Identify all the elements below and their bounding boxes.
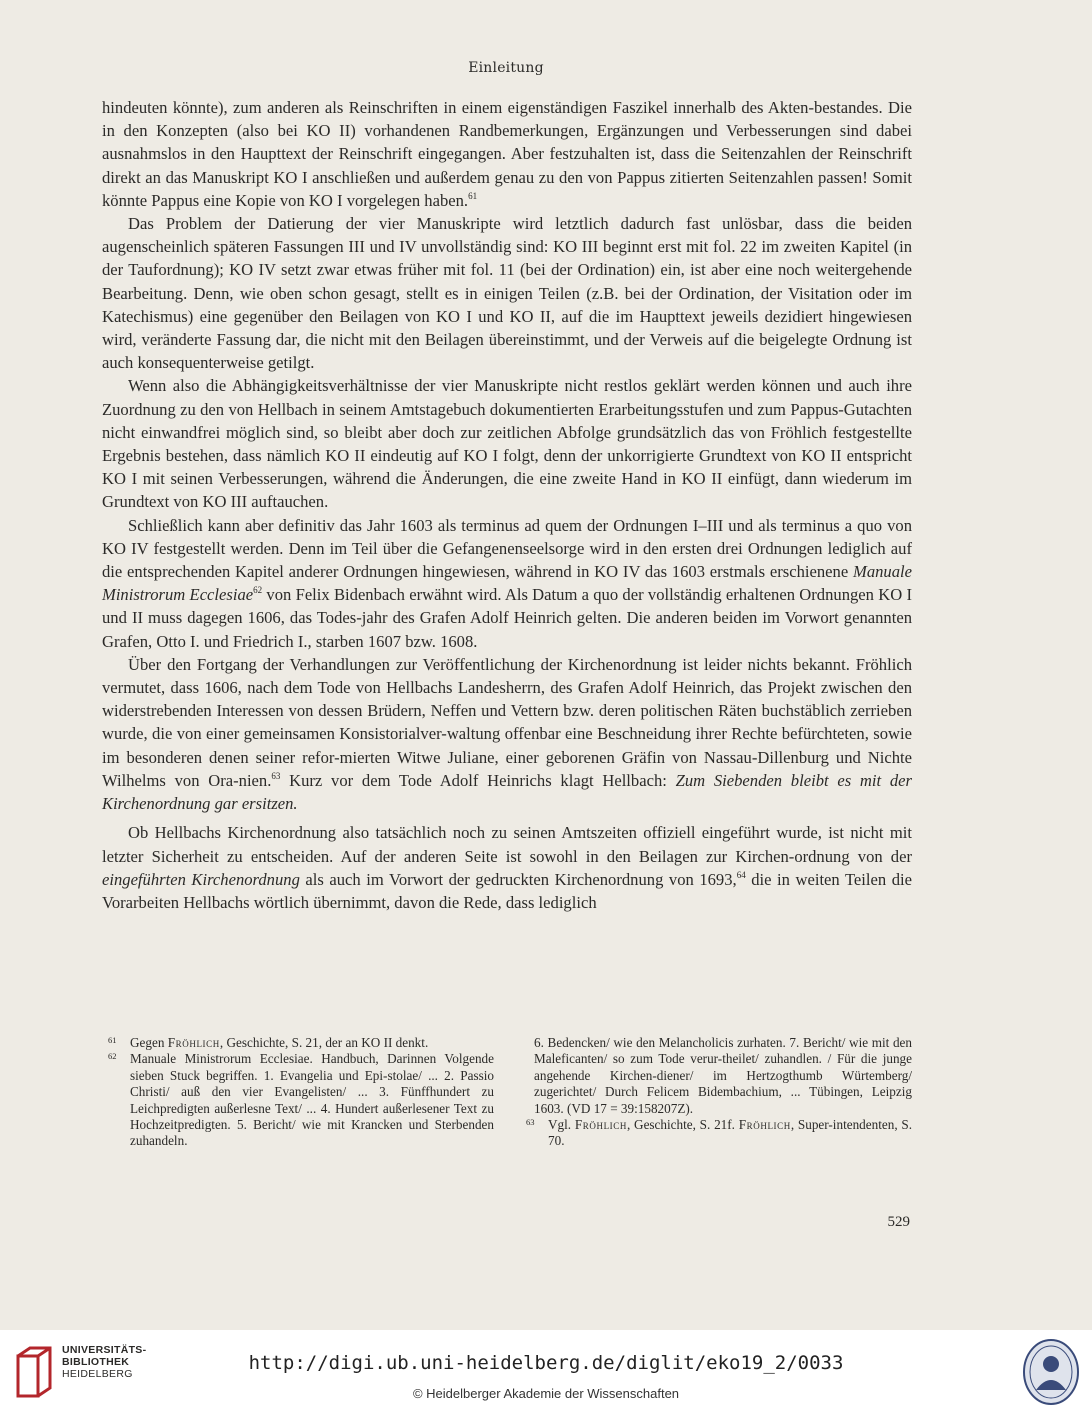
footnote [102,1051,494,1149]
footnote-text: Vgl. Fröhlich, Geschichte, S. 21f. Fröhlich, Super-intendenten, S. 70. [548,1117,913,1149]
main-text [102,96,912,914]
paragraph: Das Problem der Datierung der vier Manuskripte wird letztlich dadurch fast unlösbar, dass die beiden augenscheinlich späteren Fassungen III und IV unvollständig sind: KO III beginnt erst mit fol. 22 im zweiten Kapitel (in der Taufordnung); KO IV setzt zwar etwas früher mit fol. 11 (bei der Ordination) ein, ist aber eine noch weitergehende Bearbeitung. Denn, wie oben schon gesagt, stellt es in einigen Teilen (z.B. bei der Ordination, der Visitation oder im Katechismus) eine gegenüber den Beilagen von KO I und KO II, auf die im Haupttext jeweils dezidiert hingewiesen wird, veränderte Fassung dar, die nicht mit den Beilagen übereinstimmt, und der Verweis auf die beigelegte Ordnung ist auch konsequenterweise getilgt. [102,214,912,373]
footnote-text: 6. Bedencken/ wie den Melancholicis zurhaten. 7. Bericht/ wie mit den Maleficanten/ so zum Tode verur-theilet/ zuhandlen. / Für die junge angehende Kirchen-diener/ im Hertzogthumb Würtemberg/ zugerichtet/ Durch Felicem Bidembachium, ... Tübingen, Leipzig 1603. (VD 17 = 39:158207Z). [534,1035,912,1116]
paragraph: hindeuten könnte), zum anderen als Reinschriften in einem eigenständigen Faszikel innerhalb des Akten-bestandes. Die in den Konzepten (also bei KO II) vorhandenen Randbemerkungen, Ergänzungen und Verbesserungen sind dabei ausnahmslos in den Haupttext der Reinschrift eingegangen. Aber festzuhalten ist, dass die Seitenzahlen der Reinschrift direkt an das Manuskript KO I anschließen und außerdem genau zu den von Pappus zitierten Seitenzahlen passen! Somit könnte Pappus eine Kopie von KO I vorgelegen haben.$^{61}$ [102,98,912,210]
page-number: 529 [887,1214,910,1230]
academy-seal-icon [1022,1338,1080,1406]
logo-line-3: HEIDELBERG [62,1368,133,1380]
footnote [520,1035,912,1117]
footnote-number: 61 [108,1035,117,1045]
paragraph: Wenn also die Abhängigkeitsverhältnisse der vier Manuskripte nicht restlos geklärt werden können und auch ihre Zuordnung zu den von Hellbach in seinem Amtstagebuch dokumentierten Erarbeitungsstufen und zum Pappus-Gutachten nicht einwandfrei möglich sind, so bleibt aber doch zur zeitlichen Abfolge grundsätzlich das von Fröhlich festgestellte Ergebnis bestehen, dass nämlich KO II eindeutig auf KO I folgt, denn der unkorrigierte Grundtext von KO II entspricht KO I mit seinen Verbesserungen, während die Änderungen, die eine zweite Hand in KO II einfügt, dann wiederum im Grundtext von KO III auftauchen. [102,376,912,512]
footnote [102,1035,494,1051]
footnote-number: 63 [526,1117,535,1128]
paragraph: Ob Hellbachs Kirchenordnung also tatsächlich noch zu seinen Amtszeiten offiziell eingeführt wurde, ist nicht mit letzter Sicherheit zu entscheiden. Auf der anderen Seite ist sowohl in den Beilagen zur Kirchen-ordnung von der eingeführten Kirchenordnung als auch im Vorwort der gedruckten Kirchenordnung von 1693,64 die in weiten Teilen die Vorarbeiten Hellbachs wörtlich übernimmt, davon die Rede, dass lediglich [102,823,912,912]
logo-line-2: BIBLIOTHEK [62,1356,130,1368]
footnotes-right-column [520,1035,912,1150]
footer-bar [0,1330,1092,1415]
footnote-text: Gegen Fröhlich, Geschichte, S. 21, der an KO II denkt. [130,1035,429,1050]
document-url-link[interactable]: http://digi.ub.uni-heidelberg.de/diglit/eko19_2/0033 [248,1352,844,1374]
paragraph: Über den Fortgang der Verhandlungen zur Veröffentlichung der Kirchenordnung ist leider nichts bekannt. Fröhlich vermutet, dass 1606, nach dem Tode von Hellbachs Landesherrn, des Grafen Adolf Heinrich, das Projekt zwischen den widerstrebenden Interessen von dessen Brüdern, Neffen und Vettern bzw. deren politischen Räten buchstäblich zerrieben wurde, die von einer gemeinsamen Konsistorialver-waltung offenbar eine Beschneidung ihrer Rechte befürchteten, sowie im besonderen denen seiner refor-mierten Witwe Juliane, einer geborenen Gräfin von Nassau-Dillenburg und Nichte Wilhelms von Ora-nien.$^{63}$ Kurz vor dem Tode Adolf Heinrichs klagt Hellbach: Zum Siebenden bleibt es mit der Kirchenordnung gar ersitzen. [102,654,912,814]
paragraph: Schließlich kann aber definitiv das Jahr 1603 als terminus ad quem der Ordnungen I–III und als terminus a quo von KO IV festgestellt werden. Denn im Teil über die Gefangenenseelsorge wird in den ersten drei Ordnungen lediglich auf die entsprechenden Kapitel anderer Ordnungen hingewiesen, während in KO IV das 1603 erstmals erschienene Manuale Ministrorum Ecclesiae$^{62}$ von Felix Bidenbach erwähnt wird. Als Datum a quo der vollständig erhaltenen Ordnungen KO I und II muss dagegen 1606, das Todes-jahr des Grafen Adolf Heinrich gelten. Die anderen beiden im Vorwort genannten Grafen, Otto I. und Friedrich I., starben 1607 bzw. 1608. [102,515,912,651]
footnote-number: 62 [108,1051,117,1062]
footnote-text: Manuale Ministrorum Ecclesiae. Handbuch, Darinnen Volgende sieben Stuck begriffen. 1. Evangelia und Epi-stolae/ ... 2. Passio Christi/ auß den vier Evangelisten/ ... 3. Fünffhundert zu Leichpredigten außerlesne Text/ ... 4. Hundert außerlesener Text zu Hochzeitpredigten. 5. Bericht/ wie mit Krancken und Sterbenden zuhandeln. [130,1051,494,1149]
copyright-notice: © Heidelberger Akademie der Wissenschaften [412,1386,680,1401]
running-head: Einleitung [468,60,544,76]
logo-line-1: UNIVERSITÄTS- [62,1344,147,1356]
footnotes [102,1035,912,1150]
footnote [520,1117,912,1150]
footnotes-left-column [102,1035,494,1150]
